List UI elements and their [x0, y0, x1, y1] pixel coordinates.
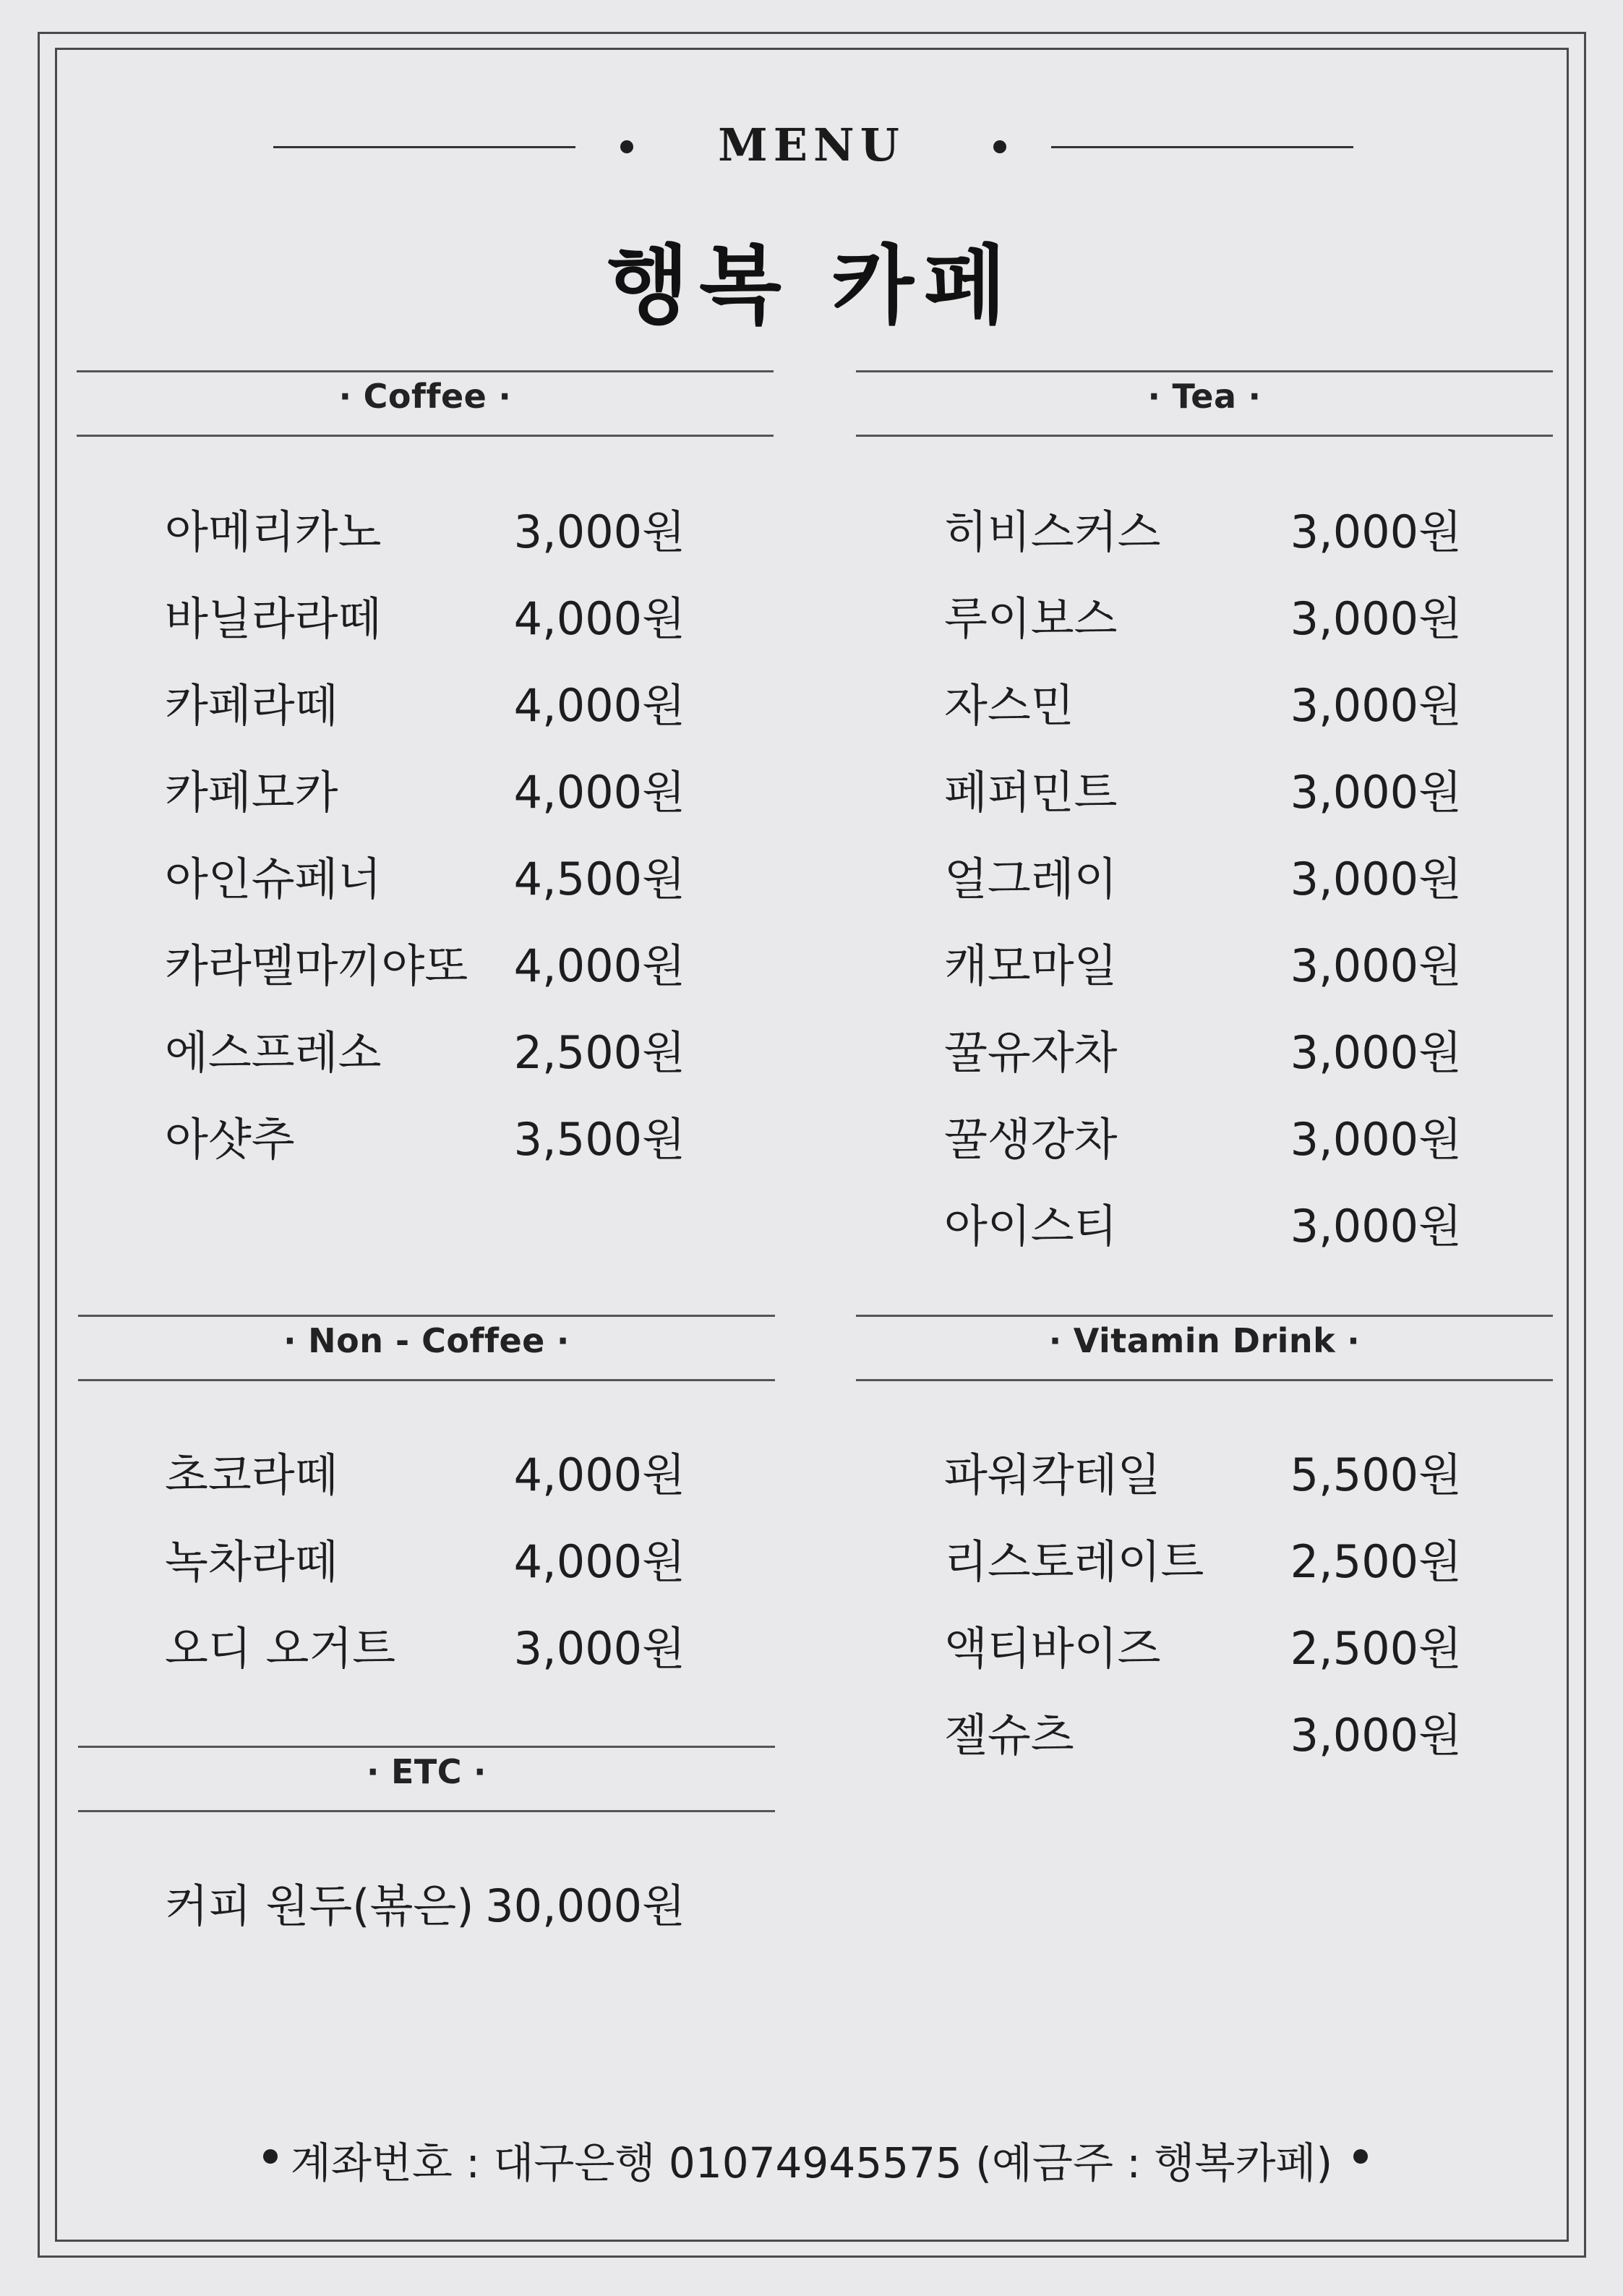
section-title-vitamin-drink: · Vitamin Drink · [1048, 1321, 1361, 1360]
item-price: 3,000원 [1290, 1709, 1462, 1762]
item-price: 3,000원 [1290, 1026, 1462, 1079]
item-name: 얼그레이 [944, 853, 1118, 905]
item-price: 3,000원 [513, 1622, 685, 1675]
list-item [944, 1024, 1462, 1082]
item-name: 바닐라라떼 [165, 592, 382, 645]
list-item [165, 1877, 685, 1935]
account-info: 계좌번호 : 대구은행 01074945575 (예금주 : 행복카페) [290, 2138, 1333, 2188]
item-name: 히비스커스 [944, 505, 1161, 558]
cafe-name: 행복 카페 [606, 236, 1017, 336]
list-item [944, 1620, 1462, 1678]
list-item [165, 677, 685, 735]
header-right-dot [993, 140, 1006, 153]
item-price: 30,000원 [485, 1879, 685, 1932]
item-name: 초코라떼 [165, 1448, 338, 1501]
item-price: 2,500원 [513, 1026, 685, 1079]
list-item [944, 764, 1462, 821]
item-price: 3,000원 [1290, 505, 1462, 558]
section-header-coffee [77, 370, 774, 437]
item-price: 4,000원 [513, 592, 685, 645]
item-name: 꿀유자차 [944, 1026, 1118, 1079]
list-item [944, 1707, 1462, 1764]
list-item [165, 764, 685, 821]
item-price: 3,000원 [513, 505, 685, 558]
item-name: 아샷추 [165, 1113, 295, 1166]
menu-label: MENU [718, 119, 905, 171]
section-header-etc [78, 1746, 775, 1812]
item-name: 카페모카 [165, 766, 338, 819]
list-item [944, 937, 1462, 995]
list-item [944, 1111, 1462, 1169]
item-name: 아인슈페너 [165, 853, 382, 905]
item-name: 오디 오거트 [165, 1622, 396, 1675]
item-price: 2,500원 [1290, 1622, 1462, 1675]
item-price: 3,000원 [1290, 939, 1462, 992]
list-item [944, 1533, 1462, 1591]
item-name: 카페라떼 [165, 679, 338, 732]
section-header-tea [856, 370, 1553, 437]
section-header-vitamin-drink [856, 1315, 1553, 1381]
item-name: 자스민 [944, 679, 1074, 732]
item-name: 커피 원두(볶은) [165, 1879, 474, 1932]
item-name: 아메리카노 [165, 505, 382, 558]
item-name: 카라멜마끼야또 [165, 939, 468, 992]
list-item [944, 850, 1462, 908]
list-item [944, 1446, 1462, 1504]
item-name: 꿀생강차 [944, 1113, 1118, 1166]
section-title-tea: · Tea · [1147, 377, 1262, 416]
list-item [165, 1533, 685, 1591]
footer-right-dot [1353, 2149, 1368, 2164]
item-price: 4,000원 [513, 1535, 685, 1588]
item-price: 4,000원 [513, 679, 685, 732]
item-price: 3,500원 [513, 1113, 685, 1166]
item-price: 4,000원 [513, 766, 685, 819]
list-item [944, 503, 1462, 561]
item-price: 4,000원 [513, 1448, 685, 1501]
item-name: 캐모마일 [944, 939, 1118, 992]
list-item [165, 850, 685, 908]
list-item [165, 1111, 685, 1169]
list-item [165, 1024, 685, 1082]
item-name: 페퍼민트 [944, 766, 1118, 819]
item-price: 3,000원 [1290, 679, 1462, 732]
section-header-non-coffee [78, 1315, 775, 1381]
item-name: 젤슈츠 [944, 1709, 1074, 1762]
list-item [165, 1446, 685, 1504]
list-item [165, 590, 685, 648]
item-name: 리스토레이트 [944, 1535, 1204, 1588]
item-name: 아이스티 [944, 1200, 1118, 1252]
section-title-non-coffee: · Non - Coffee · [283, 1321, 570, 1360]
item-price: 3,000원 [1290, 853, 1462, 905]
header-right-rule [1051, 146, 1353, 148]
item-name: 액티바이즈 [944, 1622, 1161, 1675]
item-price: 3,000원 [1290, 766, 1462, 819]
item-name: 에스프레소 [165, 1026, 382, 1079]
item-name: 루이보스 [944, 592, 1118, 645]
list-item [944, 590, 1462, 648]
item-name: 녹차라떼 [165, 1535, 338, 1588]
item-price: 4,000원 [513, 939, 685, 992]
item-price: 3,000원 [1290, 1113, 1462, 1166]
list-item [165, 1620, 685, 1678]
section-title-coffee: · Coffee · [338, 377, 512, 416]
item-price: 3,000원 [1290, 1200, 1462, 1252]
list-item [165, 503, 685, 561]
list-item [944, 1198, 1462, 1255]
list-item [944, 677, 1462, 735]
item-price: 4,500원 [513, 853, 685, 905]
item-price: 3,000원 [1290, 592, 1462, 645]
item-price: 5,500원 [1290, 1448, 1462, 1501]
section-title-etc: · ETC · [366, 1752, 487, 1791]
item-price: 2,500원 [1290, 1535, 1462, 1588]
list-item [165, 937, 685, 995]
item-name: 파워칵테일 [944, 1448, 1161, 1501]
